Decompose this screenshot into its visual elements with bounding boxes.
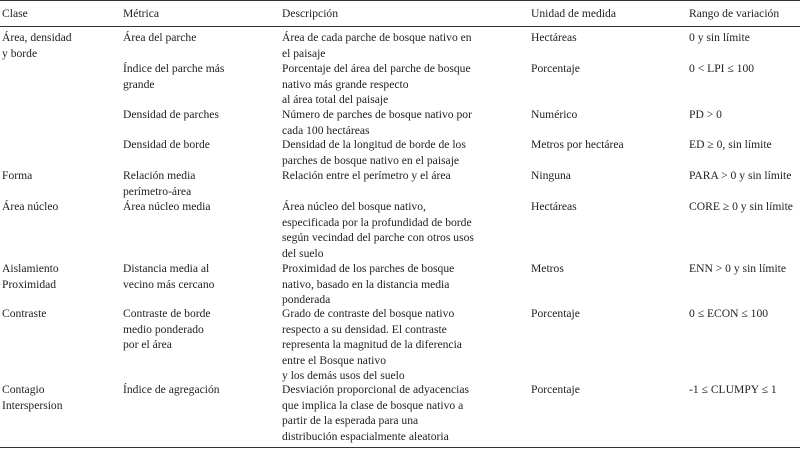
cell-clase-line: Forma: [2, 169, 33, 182]
cell-clase: [2, 382, 112, 413]
cell-unidad: Hectáreas: [531, 31, 577, 44]
cell-clase-line: Área, densidad: [2, 31, 72, 44]
cell-rango: ED ≥ 0, sin límite: [689, 138, 772, 151]
cell-unidad: Porcentaje: [531, 383, 580, 396]
cell-descripcion-line: nativo, basado en la distancia media: [282, 277, 450, 291]
cell-descripcion-line: que implica la clase de bosque nativo a: [282, 398, 464, 412]
cell-descripcion: [282, 137, 512, 168]
cell-unidad: Porcentaje: [531, 307, 580, 320]
cell-rango: ENN > 0 y sin límite: [689, 262, 787, 275]
cell-descripcion-line: al área total del paisaje: [282, 93, 389, 106]
cell-metrica: [123, 168, 263, 199]
cell-clase-line: Contagio: [2, 383, 45, 396]
cell-descripcion-line: Proximidad de los parches de bosque: [282, 262, 455, 275]
cell-clase-line: y borde: [2, 46, 38, 60]
cell-metrica-line: Densidad de parches: [123, 108, 219, 121]
cell-metrica: [123, 306, 263, 353]
cell-metrica: [123, 261, 263, 292]
header-rango: Rango de variación: [689, 7, 780, 20]
cell-rango: PARA > 0 y sin límite: [689, 169, 792, 182]
cell-descripcion-line: y los demás usos del suelo: [282, 369, 405, 382]
cell-descripcion-line: partir de la esperada para una: [282, 414, 419, 427]
cell-descripcion-line: Desviación proporcional de adyacencias: [282, 383, 470, 396]
cell-rango: CORE ≥ 0 y sin límite: [689, 200, 793, 213]
cell-descripcion-line: ponderada: [282, 293, 331, 306]
cell-clase: [2, 168, 112, 184]
cell-unidad: Hectáreas: [531, 200, 577, 213]
header-descripcion: Descripción: [282, 7, 339, 20]
cell-descripcion: [282, 306, 512, 384]
top-rule: [0, 0, 800, 1]
cell-descripcion-line: Relación entre el perímetro y el área: [282, 169, 451, 182]
cell-descripcion-line: Grado de contraste del bosque nativo: [282, 307, 455, 320]
cell-unidad: Porcentaje: [531, 62, 580, 75]
header-unidad: Unidad de medida: [531, 7, 616, 20]
cell-metrica-line: vecino más cercano: [123, 277, 215, 291]
cell-descripcion-line: representa la magnitud de la diferencia: [282, 338, 462, 351]
cell-clase: [2, 30, 112, 61]
cell-metrica-line: Índice de agregación: [123, 383, 220, 396]
header-rule: [0, 26, 800, 27]
cell-descripcion-line: parches de bosque nativo en el paisaje: [282, 153, 460, 167]
cell-clase-line: Interspersion: [2, 398, 63, 412]
cell-metrica-line: Distancia media al: [123, 262, 210, 275]
cell-clase: [2, 261, 112, 292]
cell-unidad: Metros por hectárea: [531, 138, 624, 151]
cell-descripcion: [282, 107, 512, 138]
cell-descripcion-line: Densidad de la longitud de borde de los: [282, 138, 466, 151]
header-metrica: Métrica: [123, 7, 160, 20]
cell-metrica: [123, 382, 263, 398]
cell-metrica-line: por el área: [123, 338, 172, 351]
cell-descripcion-line: Área núcleo del bosque nativo,: [282, 200, 426, 213]
cell-metrica: [123, 107, 263, 123]
cell-descripcion: [282, 261, 512, 308]
cell-unidad: Ninguna: [531, 169, 571, 182]
cell-descripcion-line: respecto a su densidad. El contraste: [282, 322, 447, 336]
cell-metrica: [123, 30, 263, 46]
cell-descripcion-line: cada 100 hectáreas: [282, 123, 370, 137]
cell-clase-line: Proximidad: [2, 277, 57, 291]
cell-metrica-line: Relación media: [123, 169, 196, 182]
cell-metrica-line: Densidad de borde: [123, 138, 210, 151]
cell-metrica: [123, 199, 263, 215]
cell-unidad: Numérico: [531, 108, 578, 121]
cell-metrica-line: medio ponderado: [123, 322, 204, 336]
cell-metrica-line: Área núcleo media: [123, 200, 211, 213]
cell-metrica-line: perímetro-área: [123, 184, 192, 198]
cell-clase: [2, 199, 112, 215]
cell-descripcion: [282, 168, 512, 184]
cell-metrica-line: grande: [123, 77, 155, 91]
cell-unidad: Metros: [531, 262, 564, 275]
cell-descripcion-line: del suelo: [282, 246, 324, 260]
cell-clase-line: Aislamiento: [2, 262, 59, 275]
cell-descripcion-line: especificada por la profundidad de borde: [282, 215, 472, 229]
cell-descripcion-line: distribución espacialmente aleatoria: [282, 429, 449, 443]
cell-rango: -1 ≤ CLUMPY ≤ 1: [689, 383, 777, 396]
cell-metrica-line: Contraste de borde: [123, 307, 211, 320]
header-clase: Clase: [2, 7, 28, 20]
cell-clase-line: Contraste: [2, 307, 47, 320]
cell-descripcion-line: Porcentaje del área del parche de bosque: [282, 62, 471, 75]
cell-descripcion: [282, 61, 512, 108]
cell-descripcion-line: Número de parches de bosque nativo por: [282, 108, 472, 121]
cell-rango: PD > 0: [689, 108, 722, 121]
cell-metrica-line: Área del parche: [123, 31, 197, 44]
bottom-rule: [0, 447, 800, 448]
cell-descripcion-line: según vecindad del parche con otros usos: [282, 231, 474, 244]
cell-descripcion: [282, 382, 512, 444]
cell-rango: 0 < LPI ≤ 100: [689, 62, 755, 75]
cell-descripcion: [282, 199, 512, 261]
cell-descripcion-line: nativo más grande respecto: [282, 77, 409, 91]
cell-descripcion: [282, 30, 512, 61]
cell-metrica: [123, 137, 263, 153]
cell-rango: 0 ≤ ECON ≤ 100: [689, 307, 769, 320]
cell-descripcion-line: entre el Bosque nativo: [282, 353, 386, 367]
cell-metrica-line: Índice del parche más: [123, 62, 225, 75]
cell-clase-line: Área núcleo: [2, 200, 59, 213]
cell-rango: 0 y sin límite: [689, 31, 750, 44]
cell-descripcion-line: el paisaje: [282, 46, 326, 60]
cell-metrica: [123, 61, 263, 92]
cell-clase: [2, 306, 112, 322]
cell-descripcion-line: Área de cada parche de bosque nativo en: [282, 31, 472, 44]
